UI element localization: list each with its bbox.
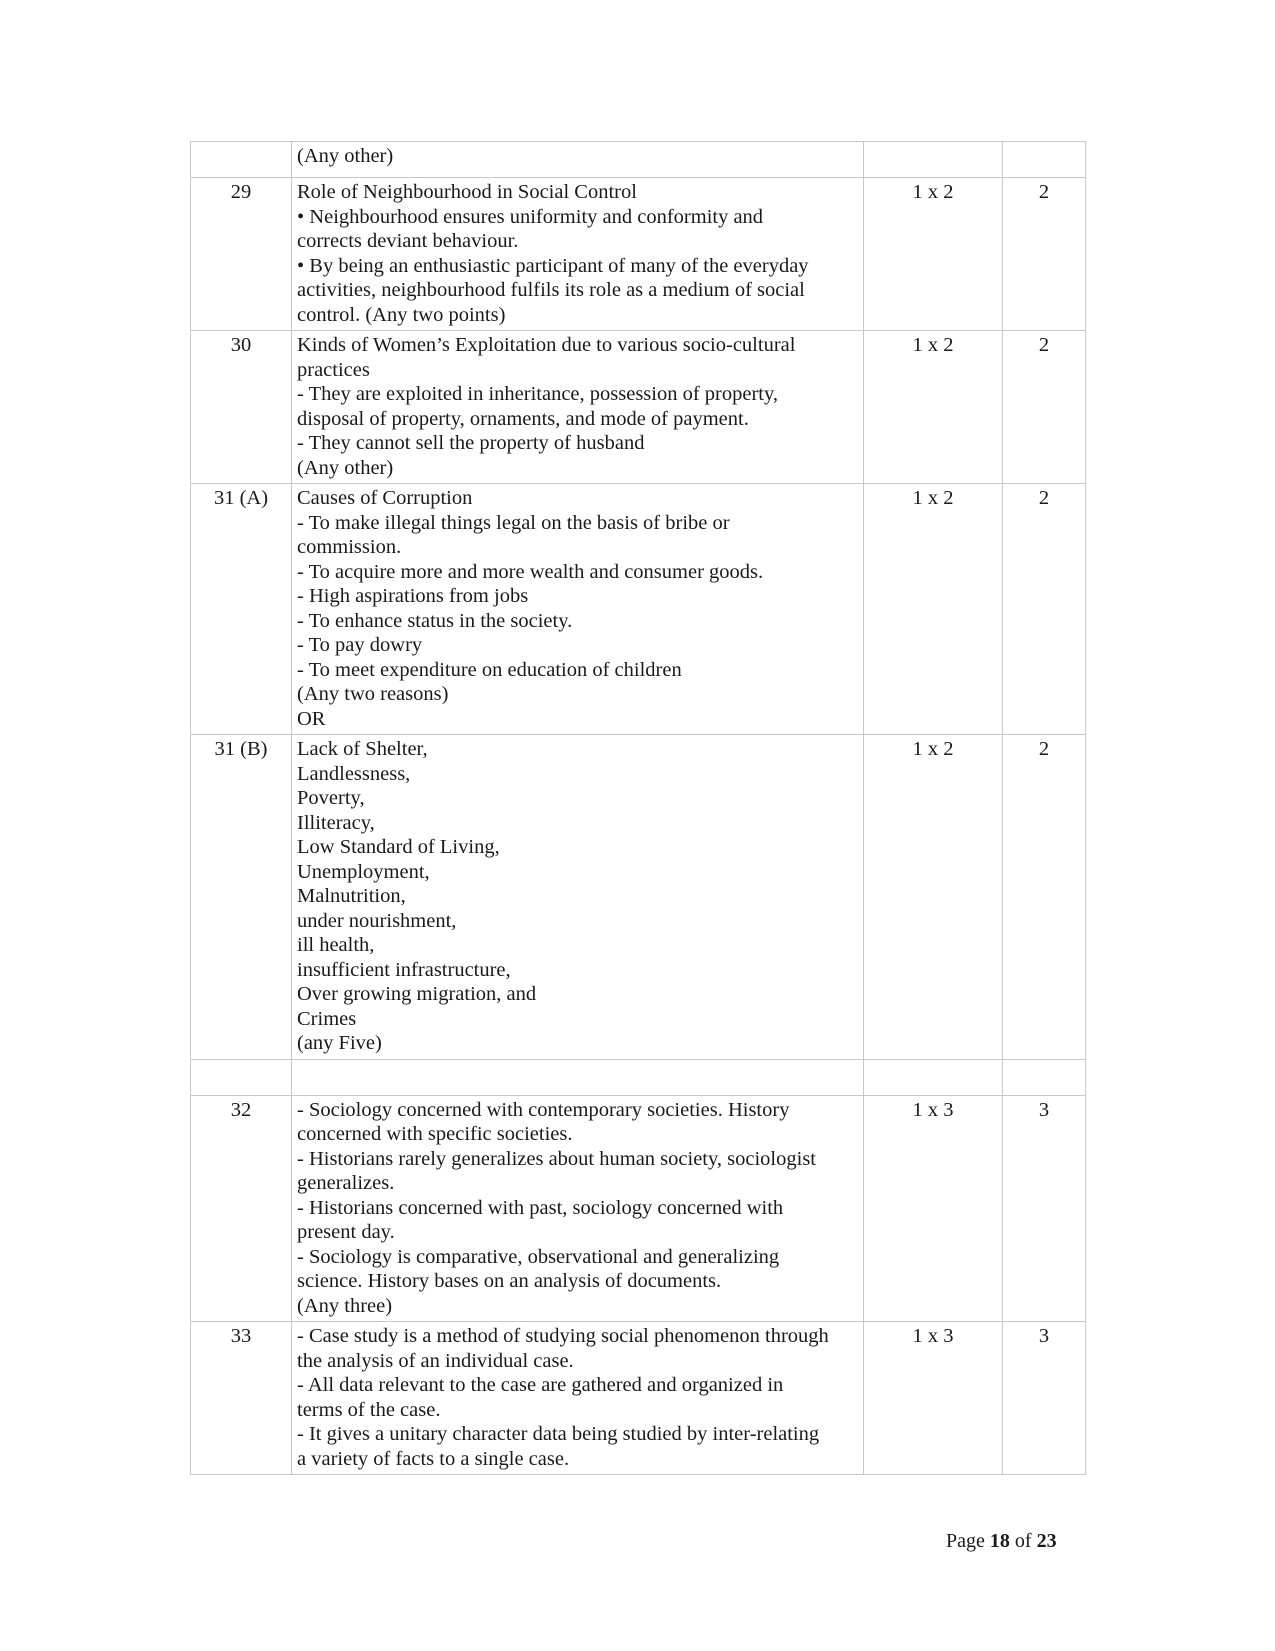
answer-line: Role of Neighbourhood in Social Control — [297, 181, 637, 203]
marks-split-cell: 1 x 2 — [864, 331, 1003, 484]
marking-scheme-table — [190, 141, 1086, 1475]
table-body — [191, 142, 1086, 1475]
answer-line: (Any other) — [297, 145, 394, 167]
answer-line: Low Standard of Living, — [297, 836, 500, 858]
answer-line: - To make illegal things legal on the basis of bribe or — [297, 511, 730, 534]
page-number-footer — [946, 1530, 1057, 1553]
answer-line: Malnutrition, — [297, 885, 406, 907]
marks-split-cell: 1 x 3 — [864, 1322, 1003, 1475]
answer-cell — [292, 142, 864, 178]
question-number-cell: 33 — [191, 1322, 292, 1475]
marks-split-cell: 1 x 3 — [864, 1095, 1003, 1322]
answer-line: Crimes — [297, 1007, 357, 1030]
total-marks-cell: 3 — [1003, 1095, 1086, 1322]
answer-line: - Historians rarely generalizes about human society, sociologist — [297, 1147, 816, 1170]
table-row — [191, 735, 1086, 1060]
answer-line: - To pay dowry — [297, 634, 423, 656]
answer-line: - To enhance status in the society. — [297, 609, 573, 632]
answer-line: Causes of Corruption — [297, 487, 473, 509]
question-number-cell — [191, 1059, 292, 1095]
total-marks-cell — [1003, 142, 1086, 178]
answer-line: Poverty, — [297, 787, 365, 809]
answer-line: under nourishment, — [297, 909, 457, 932]
answer-line: Illiteracy, — [297, 811, 375, 834]
answer-line: a variety of facts to a single case. — [297, 1447, 570, 1470]
question-number-cell — [191, 142, 292, 178]
answer-line: (Any two reasons) — [297, 683, 449, 705]
total-marks-cell — [1003, 1059, 1086, 1095]
question-number-cell: 29 — [191, 178, 292, 331]
page-label: Page — [946, 1530, 985, 1552]
answer-line: Over growing migration, and — [297, 983, 537, 1005]
answer-line: - It gives a unitary character data being studied by inter-relating — [297, 1423, 820, 1445]
answer-line: OR — [297, 707, 326, 730]
answer-cell — [292, 1322, 864, 1475]
answer-line: commission. — [297, 536, 402, 558]
answer-line: (any Five) — [297, 1032, 382, 1054]
answer-line: Landlessness, — [297, 762, 411, 785]
answer-cell — [292, 1095, 864, 1322]
marks-split-cell: 1 x 2 — [864, 484, 1003, 735]
question-number-cell: 31 (A) — [191, 484, 292, 735]
question-number-cell: 32 — [191, 1095, 292, 1322]
answer-line: - To meet expenditure on education of children — [297, 658, 682, 681]
answer-line: practices — [297, 358, 370, 381]
answer-line: control. (Any two points) — [297, 303, 506, 326]
answer-line: insufficient infrastructure, — [297, 958, 511, 981]
answer-line: - High aspirations from jobs — [297, 585, 529, 607]
marks-split-cell: 1 x 2 — [864, 178, 1003, 331]
answer-line: corrects deviant behaviour. — [297, 230, 519, 252]
answer-line: - Case study is a method of studying social phenomenon through — [297, 1325, 829, 1347]
answer-line: - Historians concerned with past, sociology concerned with — [297, 1196, 784, 1219]
answer-line: - To acquire more and more wealth and consumer goods. — [297, 560, 764, 583]
table-row — [191, 331, 1086, 484]
table-row — [191, 484, 1086, 735]
answer-line: - Sociology concerned with contemporary societies. History — [297, 1098, 790, 1121]
answer-line: • Neighbourhood ensures uniformity and conformity and — [297, 205, 764, 228]
answer-cell — [292, 1059, 864, 1095]
answer-cell — [292, 178, 864, 331]
table-row — [191, 178, 1086, 331]
answer-line: science. History bases on an analysis of documents. — [297, 1270, 722, 1292]
answer-cell — [292, 331, 864, 484]
answer-line: - Sociology is comparative, observational and generalizing — [297, 1245, 780, 1268]
table-row — [191, 1059, 1086, 1095]
answer-line: Unemployment, — [297, 860, 430, 883]
answer-line: ill health, — [297, 934, 375, 956]
answer-line: the analysis of an individual case. — [297, 1349, 574, 1372]
answer-line: concerned with specific societies. — [297, 1123, 573, 1145]
answer-line: disposal of property, ornaments, and mode of payment. — [297, 407, 749, 430]
marks-split-cell: 1 x 2 — [864, 735, 1003, 1060]
answer-line: - They are exploited in inheritance, possession of property, — [297, 383, 779, 405]
question-number-cell: 30 — [191, 331, 292, 484]
answer-line: generalizes. — [297, 1172, 395, 1194]
answer-line: - All data relevant to the case are gathered and organized in — [297, 1374, 784, 1396]
total-marks-cell: 3 — [1003, 1322, 1086, 1475]
answer-cell — [292, 735, 864, 1060]
table-row — [191, 142, 1086, 178]
marks-split-cell — [864, 1059, 1003, 1095]
table-row — [191, 1095, 1086, 1322]
page-of-label: of — [1014, 1530, 1032, 1552]
total-marks-cell: 2 — [1003, 178, 1086, 331]
marks-split-cell — [864, 142, 1003, 178]
answer-line: terms of the case. — [297, 1398, 441, 1421]
answer-cell — [292, 484, 864, 735]
total-marks-cell: 2 — [1003, 484, 1086, 735]
answer-line: - They cannot sell the property of husband — [297, 432, 645, 454]
answer-line: Lack of Shelter, — [297, 738, 428, 760]
answer-line: (Any three) — [297, 1294, 393, 1317]
answer-line: present day. — [297, 1221, 395, 1243]
answer-line: activities, neighbourhood fulfils its role as a medium of social — [297, 279, 805, 301]
current-page-number: 18 — [989, 1530, 1010, 1552]
question-number-cell: 31 (B) — [191, 735, 292, 1060]
answer-line: • By being an enthusiastic participant of many of the everyday — [297, 254, 809, 277]
answer-line: (Any other) — [297, 456, 394, 479]
answer-line: Kinds of Women’s Exploitation due to various socio-cultural — [297, 334, 796, 356]
table-row — [191, 1322, 1086, 1475]
total-marks-cell: 2 — [1003, 735, 1086, 1060]
total-pages-number: 23 — [1036, 1530, 1057, 1552]
total-marks-cell: 2 — [1003, 331, 1086, 484]
